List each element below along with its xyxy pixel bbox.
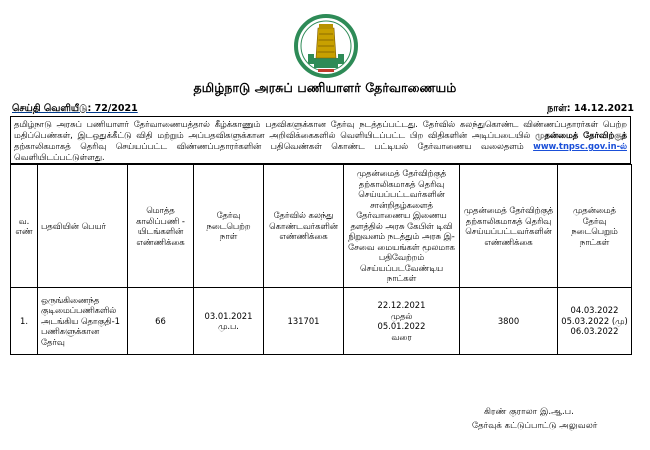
notice-text-3: வெளியிடப்பட்டுள்ளது. — [14, 152, 105, 162]
header-exam-date: தேர்வு நடைபெற்ற நாள் — [194, 165, 264, 288]
page-title: தமிழ்நாடு அரசுப் பணியாளர் தேர்வாணையம் — [193, 80, 457, 95]
row-selected-count: 3800 — [460, 288, 558, 355]
upload-to-date: 05.01.2022 — [377, 321, 426, 331]
tnpsc-website-link[interactable]: www.tnpsc.gov.in-ல் — [533, 141, 627, 151]
signatory-name: கிரண் குராலா இ.ஆ.ப. — [484, 407, 574, 417]
row-vacancies: 66 — [128, 288, 194, 355]
row-exam-date — [194, 288, 264, 355]
header-serial: வ. எண் — [11, 165, 38, 288]
signatory-designation: தேர்வுக் கட்டுப்பாட்டு அலுவலர் — [472, 421, 598, 431]
press-release-number: செய்தி வெளியீடு: 72/2021 — [12, 103, 138, 114]
signature-block — [452, 405, 597, 433]
row-serial: 1. — [11, 288, 38, 355]
header-main-exam-dates: முதன்மைத் தேர்வு நடைபெறும் நாட்கள் — [558, 165, 632, 288]
row-main-exam-dates — [558, 288, 632, 355]
row-candidates: 131701 — [264, 288, 344, 355]
notice-bold-phrase: முதன்மைத் தேர்விற்குத் — [535, 130, 628, 140]
notice-text-1: தமிழ்நாடு அரசுப் பணியாளர் தேர்வாணையத்தால் கீழ்க்காணும் பதவிகளுக்கான தேர்வு நடத்தப்பட்டது. தேர்வில் கலந்துகொண்ட விண்ணப்பதாரர்கள் பெற்ற மதிப்பெண்கள், இடஒதுக்கீட்டு விதி மற்றும் அப்பதவிகளுக்கான அறிவிக்கைகளில் வெளியிடப்பட்ட பிற விதிகளின் அடிப்படையில் — [14, 119, 627, 140]
upload-from-date: 22.12.2021 — [377, 300, 426, 310]
table-row — [11, 288, 632, 355]
header-upload-period: முதன்மைத் தேர்விற்குத் தற்காலிகமாகத் தெரிவு செய்யப்பட்டவர்களின் சான்றிதழ்களைத் தேர்வாணைய இணைய தளத்தில் அரசு கேபிள் டிவி நிறுவனம் நடத்தும் அரசு இ-சேவை மையங்கள் மூலமாக பதிவேற்றம் செய்யப்படவேண்டிய நாட்கள் — [344, 165, 460, 288]
upload-from-word: முதல் — [390, 310, 413, 321]
notice-paragraph — [10, 116, 631, 164]
tamil-nadu-emblem — [291, 14, 361, 78]
table-header-row — [11, 165, 632, 288]
press-release-date: நாள்: 14.12.2021 — [547, 103, 634, 114]
exam-session: மு.ப. — [218, 321, 239, 331]
header-post-name: பதவியின் பெயர் — [38, 165, 128, 288]
header-candidates: தேர்வில் கலந்து கொண்டவர்களின் எண்ணிக்கை — [264, 165, 344, 288]
exam-date-value: 03.01.2021 — [204, 310, 253, 321]
upload-to-word: வரை — [391, 331, 412, 342]
main-exam-date-3: 06.03.2022 — [570, 326, 619, 337]
notice-text-2: தற்காலிகமாகத் தெரிவு செய்யப்பட்ட விண்ணப்பதாரர்களின் பதிவெண்கள் கொண்ட பட்டியல் தேர்வாணைய வலைதளம் — [14, 141, 524, 151]
main-exam-date-1: 04.03.2022 — [570, 305, 619, 316]
main-exam-date-2: 05.03.2022 (மு) — [561, 315, 628, 326]
results-table — [10, 164, 632, 355]
row-post-name: ஒருங்கிணைந்த குடிமைப்பணிகளில் அடங்கிய தொகுதி-1 பணிகளுக்கான தேர்வு — [38, 288, 128, 355]
header-selected-count: முதன்மைத் தேர்விற்குத் தற்காலிகமாகத் தெரிவு செய்யப்பட்டவர்களின் எண்ணிக்கை — [460, 165, 558, 288]
header-vacancies: மொத்த காலிப்பணி - யிடங்களின் எண்ணிக்கை — [128, 165, 194, 288]
row-upload-period — [344, 288, 460, 355]
